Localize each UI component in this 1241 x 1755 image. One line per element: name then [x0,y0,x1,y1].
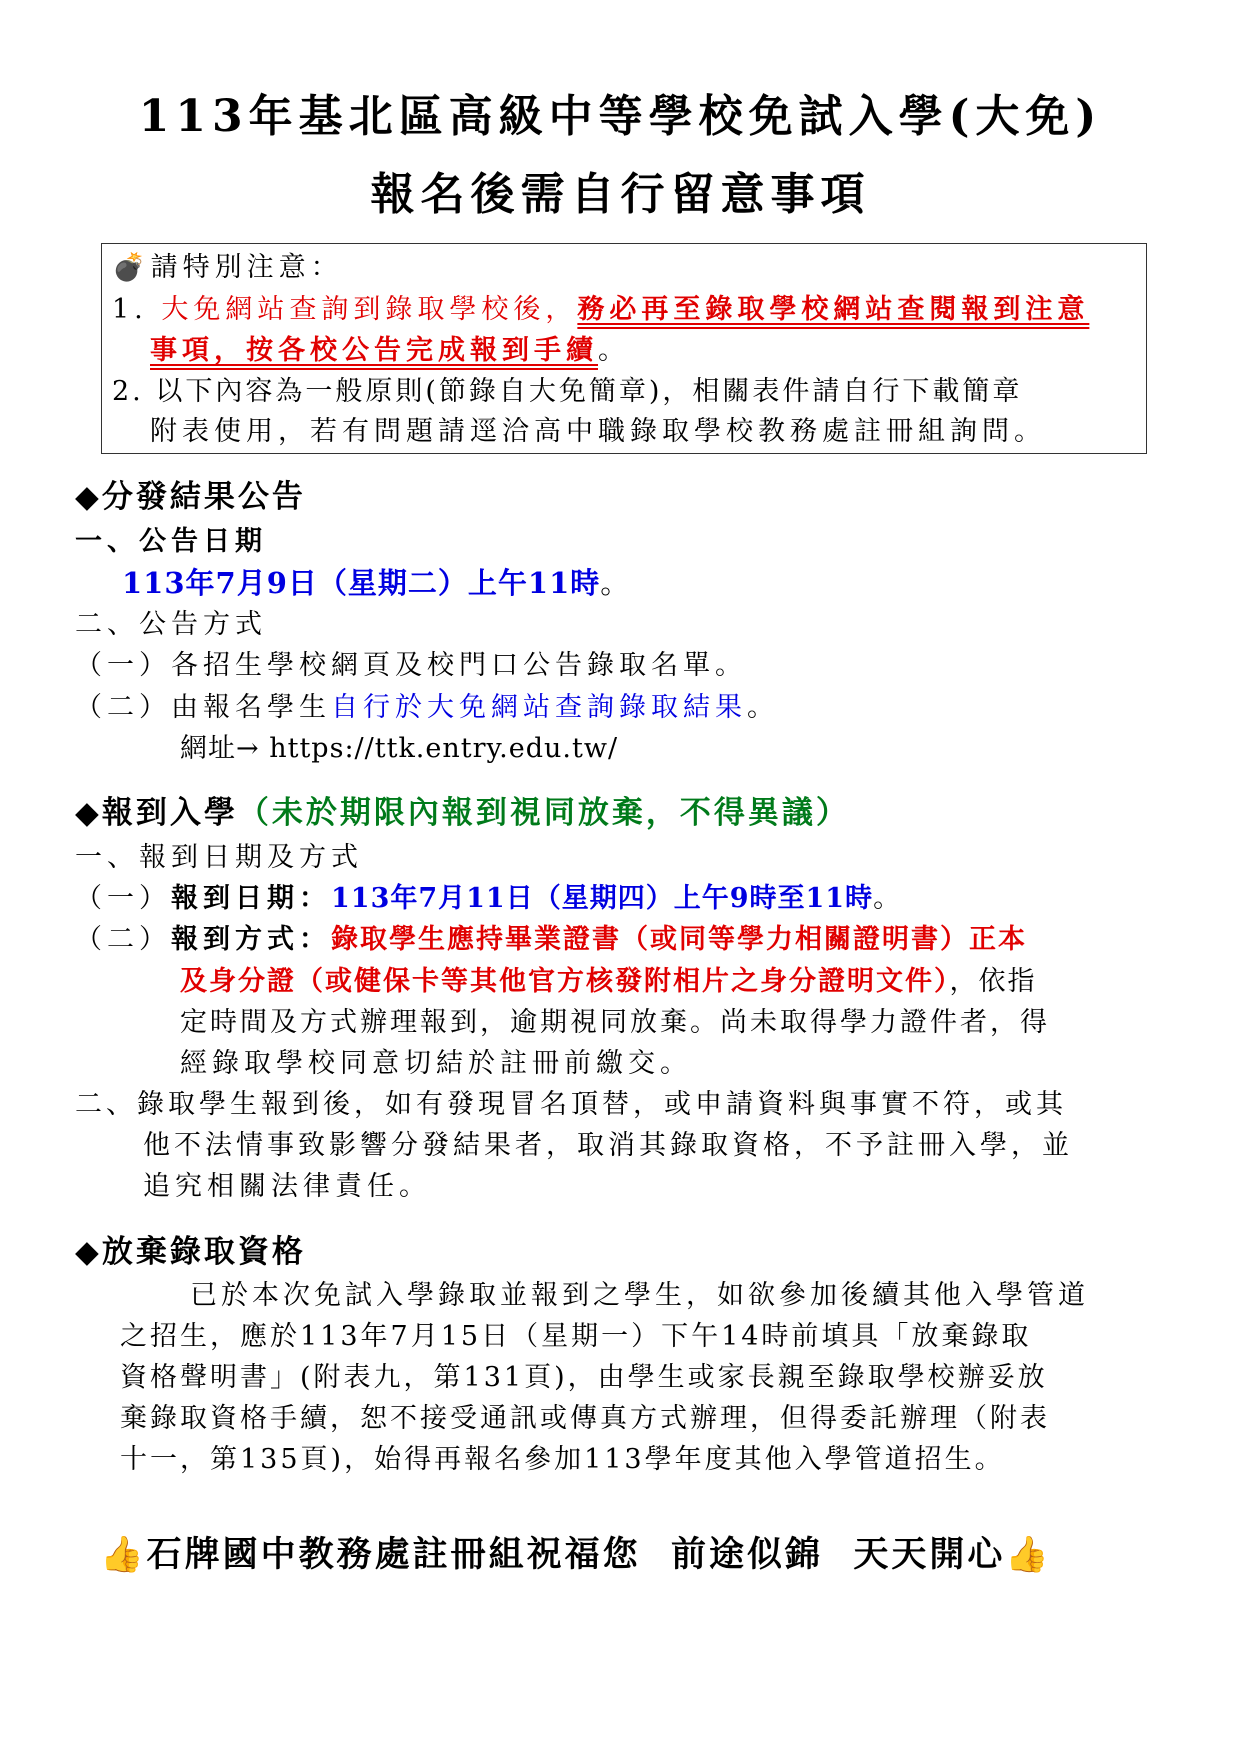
section-heading-enrollment: ◆報到入學（未於期限內報到視同放棄，不得異議） [75,795,850,831]
notice-item-2: 2. 以下內容為一般原則(節錄自大免簡章)，相關表件請自行下載簡章 [112,376,1023,407]
title-line-2: 報名後需自行留意事項 [370,169,871,220]
notice-item-2-cont: 附表使用，若有問題請逕洽高中職錄取學校教務處註冊組詢問。 [150,416,1046,447]
enrollment-sub2-line3: 追究相關法律責任。 [143,1171,431,1202]
notice-heading: 💣請特別注意： [112,252,343,283]
thumbs-up-icon: 👍 [100,1534,147,1575]
enrollment-sub2-line2: 他不法情事致影響分發結果者，取消其錄取資格，不予註冊入學，並 [143,1130,1073,1161]
withdraw-line: 資格聲明書」(附表九，第131頁)，由學生或家長親至錄取學校辦妥放 [120,1362,1048,1393]
section-heading-withdraw: ◆放棄錄取資格 [75,1234,306,1270]
results-method-2: （二）由報名學生自行於大免網站查詢錄取結果。 [75,692,779,723]
results-url-line: 網址→ https://ttk.entry.edu.tw/ [180,733,619,764]
enrollment-method: （二）報到方式：錄取學生應持畢業證書（或同等學力相關證明書）正本 [75,924,1027,955]
withdraw-line: 之招生，應於113年7月15日（星期一）下午14時前填具「放棄錄取 [120,1321,1032,1352]
enrollment-date: （一）報到日期：113年7月11日（星期四）上午9時至11時。 [75,883,906,914]
enrollment-sub2: 二、錄取學生報到後，如有發現冒名頂替，或申請資料與事實不符，或其 [75,1089,1067,1120]
section-heading-results: ◆分發結果公告 [75,479,306,515]
bomb-icon: 💣 [112,252,151,283]
withdraw-line: 棄錄取資格手續，恕不接受通訊或傳真方式辦理，但得委託辦理（附表 [120,1403,1050,1434]
enrollment-method-line3: 定時間及方式辦理報到，逾期視同放棄。尚未取得學力證件者，得 [180,1007,1050,1038]
enrollment-method-cont: 及身分證（或健保卡等其他官方核發附相片之身分證明文件），依指 [180,966,1037,997]
thumbs-up-icon: 👍 [1005,1534,1052,1575]
results-url-link[interactable]: https://ttk.entry.edu.tw/ [269,733,619,764]
enrollment-method-line4: 經錄取學校同意切結於註冊前繳交。 [180,1048,692,1079]
notice-item-1-cont: 事項，按各校公告完成報到手續。 [150,335,630,366]
results-method-label: 二、公告方式 [75,609,267,640]
footer-blessing: 👍石牌國中教務處註冊組祝福您 前途似錦 天天開心👍 [100,1534,1052,1575]
enrollment-sub1: 一、報到日期及方式 [75,842,363,873]
results-date: 113年7月9日（星期二）上午11時。 [122,566,631,600]
notice-item-1: 1. 大免網站查詢到錄取學校後，務必再至錄取學校網站查閱報到注意 [112,294,1090,325]
results-method-1: （一）各招生學校網頁及校門口公告錄取名單。 [75,650,747,681]
withdraw-line: 已於本次免試入學錄取並報到之學生，如欲參加後續其他入學管道 [190,1280,1089,1311]
withdraw-line: 十一，第135頁)，始得再報名參加113學年度其他入學管道招生。 [120,1444,1005,1475]
title-line-1: 113年基北區高級中等學校免試入學(大免) [138,91,1103,142]
results-date-label: 一、公告日期 [75,526,267,557]
